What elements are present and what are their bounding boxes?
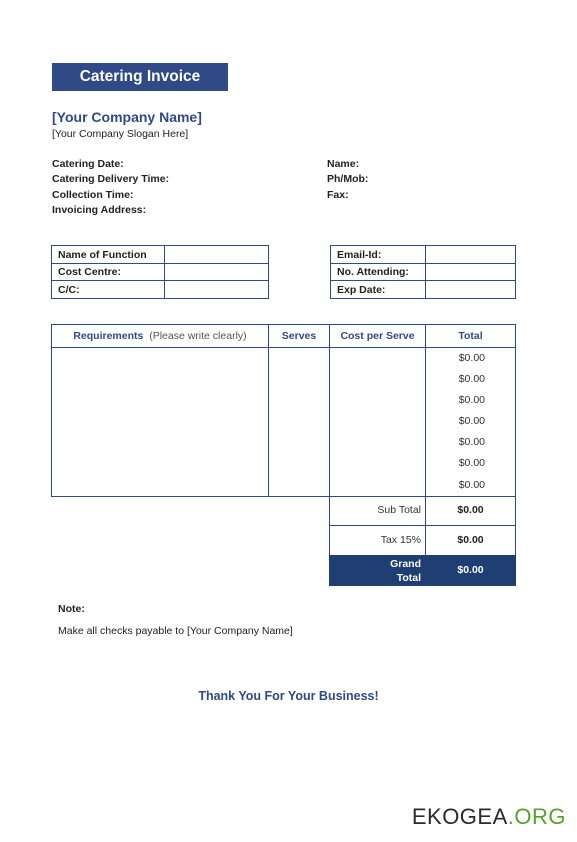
subtotal-value: $0.00 bbox=[457, 504, 484, 516]
thank-you-message: Thank You For Your Business! bbox=[198, 689, 379, 703]
row-total: $0.00 bbox=[458, 457, 485, 469]
watermark-domain: .ORG bbox=[507, 804, 566, 829]
serves-body[interactable] bbox=[268, 347, 330, 497]
email-row bbox=[331, 246, 516, 264]
requirements-body[interactable] bbox=[51, 347, 269, 497]
row-total: $0.00 bbox=[458, 394, 485, 406]
requirements-header-note: (Please write clearly) bbox=[149, 330, 247, 342]
total-header: Total bbox=[458, 330, 483, 342]
cost-per-serve-header: Cost per Serve bbox=[340, 330, 415, 342]
grand-total-label bbox=[329, 557, 421, 585]
attending-value[interactable] bbox=[426, 264, 516, 281]
requirements-header bbox=[51, 330, 269, 342]
tax-value: $0.00 bbox=[457, 534, 484, 546]
company-slogan: [Your Company Slogan Here] bbox=[52, 128, 189, 140]
serves-header: Serves bbox=[281, 330, 317, 342]
attending-row bbox=[331, 264, 516, 281]
email-label: Email-Id: bbox=[331, 246, 426, 264]
cost-centre-value[interactable] bbox=[165, 264, 269, 281]
email-value[interactable] bbox=[426, 246, 516, 264]
invoicing-address-label: Invoicing Address: bbox=[52, 204, 147, 216]
catering-date-label: Catering Date: bbox=[52, 158, 124, 170]
function-name-label: Name of Function bbox=[52, 246, 165, 264]
function-table bbox=[51, 245, 269, 299]
collection-time-label: Collection Time: bbox=[52, 189, 134, 201]
function-row bbox=[52, 246, 269, 264]
cost-centre-label: Cost Centre: bbox=[52, 264, 165, 281]
invoice-title: Catering Invoice bbox=[52, 63, 228, 91]
grand-total-label-line1: Grand bbox=[390, 558, 421, 570]
fax-label: Fax: bbox=[327, 189, 349, 201]
watermark-logo bbox=[412, 804, 566, 830]
contact-table bbox=[330, 245, 516, 299]
subtotal-label: Sub Total bbox=[377, 504, 421, 516]
row-total: $0.00 bbox=[458, 436, 485, 448]
catering-delivery-time-label: Catering Delivery Time: bbox=[52, 173, 170, 185]
phone-mobile-label: Ph/Mob: bbox=[327, 173, 369, 185]
cc-row bbox=[52, 281, 269, 299]
attending-label: No. Attending: bbox=[331, 264, 426, 281]
row-total: $0.00 bbox=[458, 415, 485, 427]
cost-centre-row bbox=[52, 264, 269, 281]
grand-total-value: $0.00 bbox=[457, 564, 484, 576]
exp-date-label: Exp Date: bbox=[331, 281, 426, 299]
row-total: $0.00 bbox=[458, 479, 485, 491]
grand-total-label-line2: Total bbox=[396, 572, 421, 584]
function-name-value[interactable] bbox=[165, 246, 269, 264]
company-name: [Your Company Name] bbox=[52, 109, 202, 125]
name-label: Name: bbox=[327, 158, 360, 170]
row-total: $0.00 bbox=[458, 373, 485, 385]
exp-date-value[interactable] bbox=[426, 281, 516, 299]
row-total: $0.00 bbox=[458, 352, 485, 364]
exp-date-row bbox=[331, 281, 516, 299]
cost-per-serve-body[interactable] bbox=[329, 347, 426, 497]
note-label: Note: bbox=[58, 603, 85, 615]
cc-value[interactable] bbox=[165, 281, 269, 299]
tax-label: Tax 15% bbox=[380, 534, 421, 546]
requirements-header-label: Requirements bbox=[73, 330, 144, 342]
watermark-text: EKOGEA bbox=[411, 804, 508, 829]
cc-label: C/C: bbox=[52, 281, 165, 299]
note-text: Make all checks payable to [Your Company Name] bbox=[58, 625, 293, 637]
